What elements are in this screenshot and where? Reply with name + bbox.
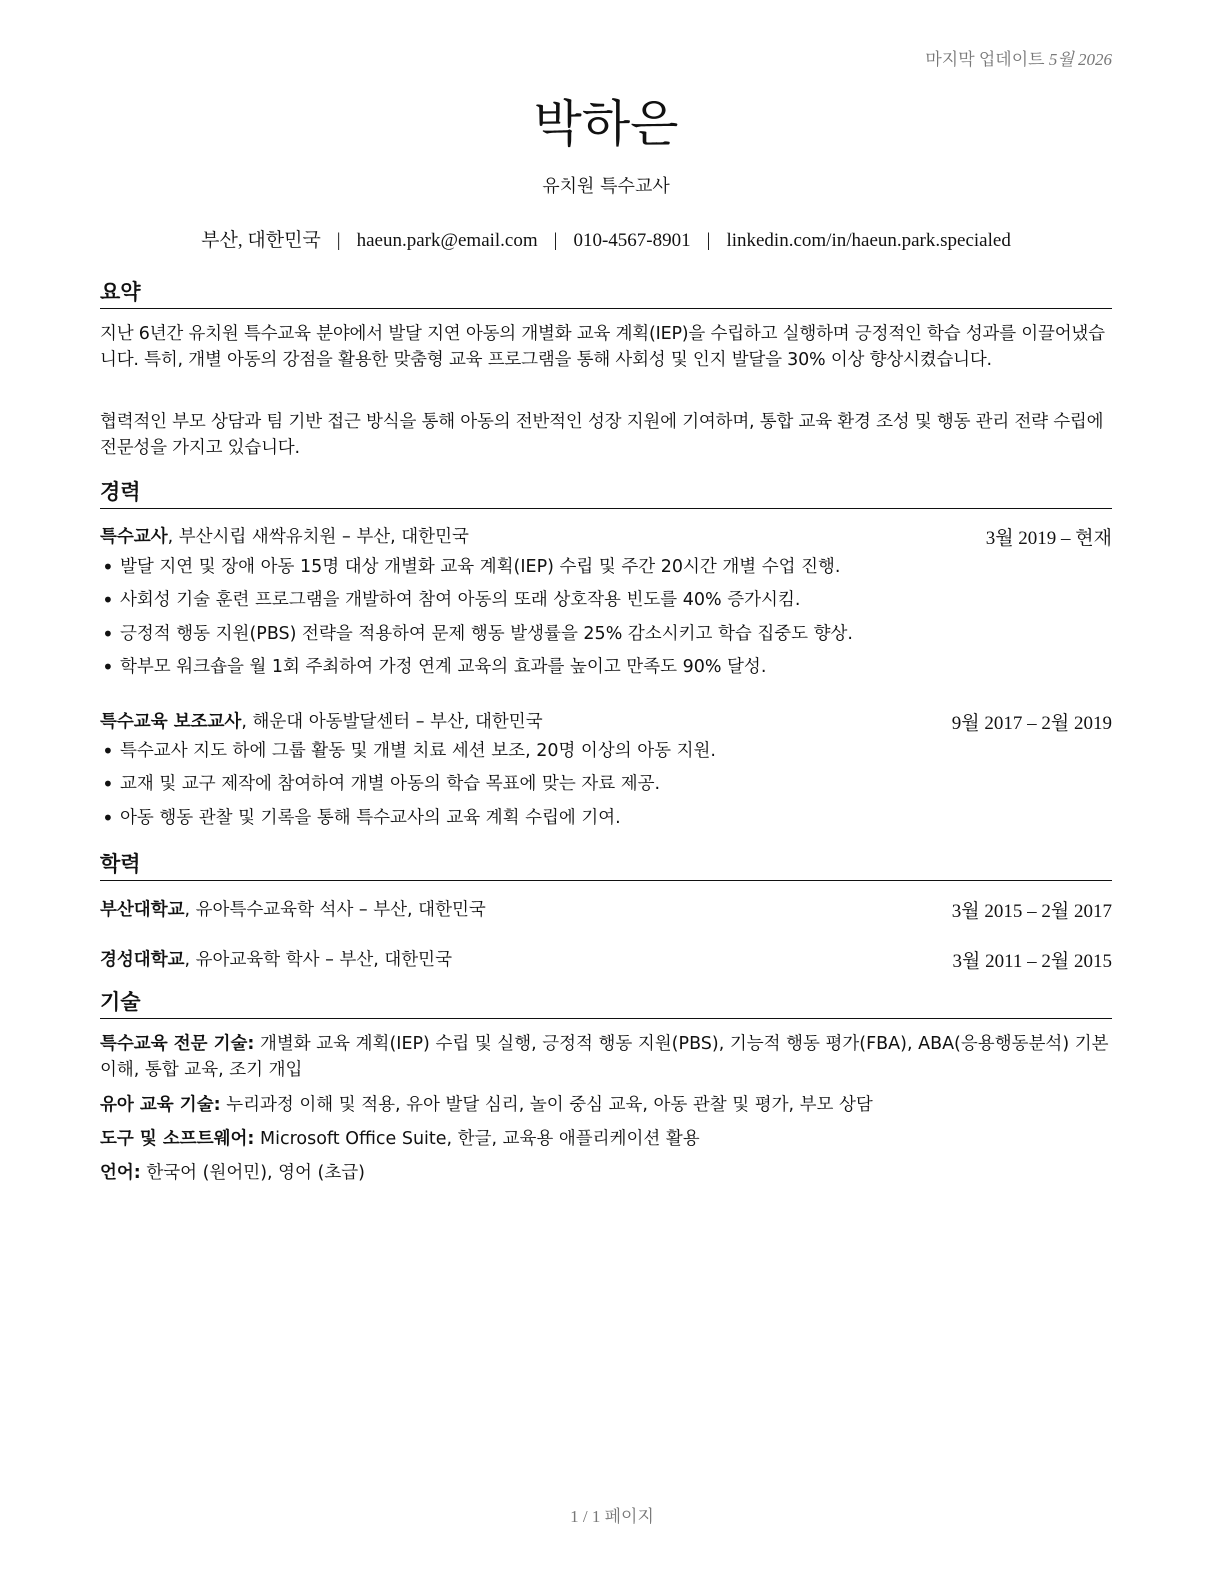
skill-label: 유아 교육 기술: (100, 1095, 221, 1115)
job-date: 3월 2019 – 현재 (985, 528, 1112, 549)
contact-phone: 010-4567-8901 (573, 230, 691, 251)
last-updated (925, 45, 1112, 70)
education-date: 3월 2011 – 2월 2015 (952, 951, 1112, 972)
job-bullets (100, 555, 1112, 689)
contact-separator: | (336, 230, 341, 251)
list-item: • 특수교사 지도 하에 그룹 활동 및 개별 치료 세션 보조, 20명 이상의 아동 지원. (100, 739, 1112, 772)
skill-item (100, 1092, 1112, 1118)
skill-value: Microsoft Office Suite, 한글, 교육용 애플리케이션 활용 (254, 1129, 700, 1149)
job-bullets (100, 739, 1112, 839)
job-date: 9월 2017 – 2월 2019 (951, 713, 1112, 734)
degree-detail: , 유아교육학 학사 – 부산, 대한민국 (184, 950, 452, 970)
education-item (100, 896, 1112, 921)
contact-linkedin[interactable]: linkedin.com/in/haeun.park.specialed (726, 230, 1011, 251)
contact-email[interactable]: haeun.park@email.com (356, 230, 538, 251)
job-role: 특수교사 (100, 527, 168, 547)
skill-label: 특수교육 전문 기술: (100, 1034, 255, 1054)
job-heading (100, 708, 1112, 733)
section-title-experience: 경력 (100, 476, 1112, 509)
degree-detail: , 유아특수교육학 석사 – 부산, 대한민국 (184, 900, 486, 920)
job-heading (100, 523, 1112, 548)
skill-value: 개별화 교육 계획(IEP) 수립 및 실행, 긍정적 행동 지원(PBS), 기능적 행동 평가(FBA), ABA(응용행동분석) 기본 이해, 통합 교육, 조기 개입 (100, 1034, 1109, 1080)
skill-item (100, 1160, 1112, 1186)
contact-line (100, 225, 1112, 252)
list-item: • 긍정적 행동 지원(PBS) 전략을 적용하여 문제 행동 발생률을 25% 감소시키고 학습 집중도 향상. (100, 622, 1112, 655)
list-item: • 교재 및 교구 제작에 참여하여 개별 아동의 학습 목표에 맞는 자료 제공. (100, 772, 1112, 805)
education-item (100, 946, 1112, 971)
summary-paragraph: 지난 6년간 유치원 특수교육 분야에서 발달 지연 아동의 개별화 교육 계획(IEP)을 수립하고 실행하며 긍정적인 학습 성과를 이끌어냈습니다. 특히, 개별 아동의 강점을 활용한 맞춤형 교육 프로그램을 통해 사회성 및 인지 발달을 30% 이상 향상시켰습니다. (100, 324, 1105, 370)
list-item: • 아동 행동 관찰 및 기록을 통해 특수교사의 교육 계획 수립에 기여. (100, 806, 1112, 839)
skill-label: 도구 및 소프트웨어: (100, 1129, 255, 1149)
job-org: , 부산시립 새싹유치원 – 부산, 대한민국 (167, 527, 469, 547)
skill-value: 한국어 (원어민), 영어 (초급) (140, 1163, 365, 1183)
section-title-skills: 기술 (100, 986, 1112, 1019)
contact-location: 부산, 대한민국 (201, 230, 321, 251)
school-name: 경성대학교 (100, 950, 185, 970)
last-updated-date: 5월 2026 (1048, 50, 1112, 69)
skill-item (100, 1031, 1112, 1083)
job-title: 유치원 특수교사 (542, 176, 670, 197)
job-role: 특수교육 보조교사 (100, 712, 242, 732)
section-title-summary: 요약 (100, 276, 1112, 309)
summary-paragraph: 협력적인 부모 상담과 팀 기반 접근 방식을 통해 아동의 전반적인 성장 지원에 기여하며, 통합 교육 환경 조성 및 행동 관리 전략 수립에 전문성을 가지고 있습니다. (100, 412, 1104, 458)
skill-label: 언어: (100, 1163, 141, 1183)
candidate-name: 박하은 (533, 95, 679, 153)
list-item: • 학부모 워크숍을 월 1회 주최하여 가정 연계 교육의 효과를 높이고 만족도 90% 달성. (100, 655, 1112, 688)
skill-item (100, 1126, 1112, 1152)
education-date: 3월 2015 – 2월 2017 (951, 901, 1112, 922)
section-title-education: 학력 (100, 848, 1112, 881)
contact-separator: | (553, 230, 558, 251)
page-number: 1 / 1 페이지 (570, 1507, 654, 1526)
contact-separator: | (706, 230, 711, 251)
job-org: , 해운대 아동발달센터 – 부산, 대한민국 (241, 712, 543, 732)
skill-value: 누리과정 이해 및 적용, 유아 발달 심리, 놀이 중심 교육, 아동 관찰 및 평가, 부모 상담 (220, 1095, 873, 1115)
list-item: • 사회성 기술 훈련 프로그램을 개발하여 참여 아동의 또래 상호작용 빈도를 40% 증가시킴. (100, 588, 1112, 621)
list-item: • 발달 지연 및 장애 아동 15명 대상 개별화 교육 계획(IEP) 수립 및 주간 20시간 개별 수업 진행. (100, 555, 1112, 588)
last-updated-label: 마지막 업데이트 (925, 50, 1045, 69)
school-name: 부산대학교 (100, 900, 185, 920)
